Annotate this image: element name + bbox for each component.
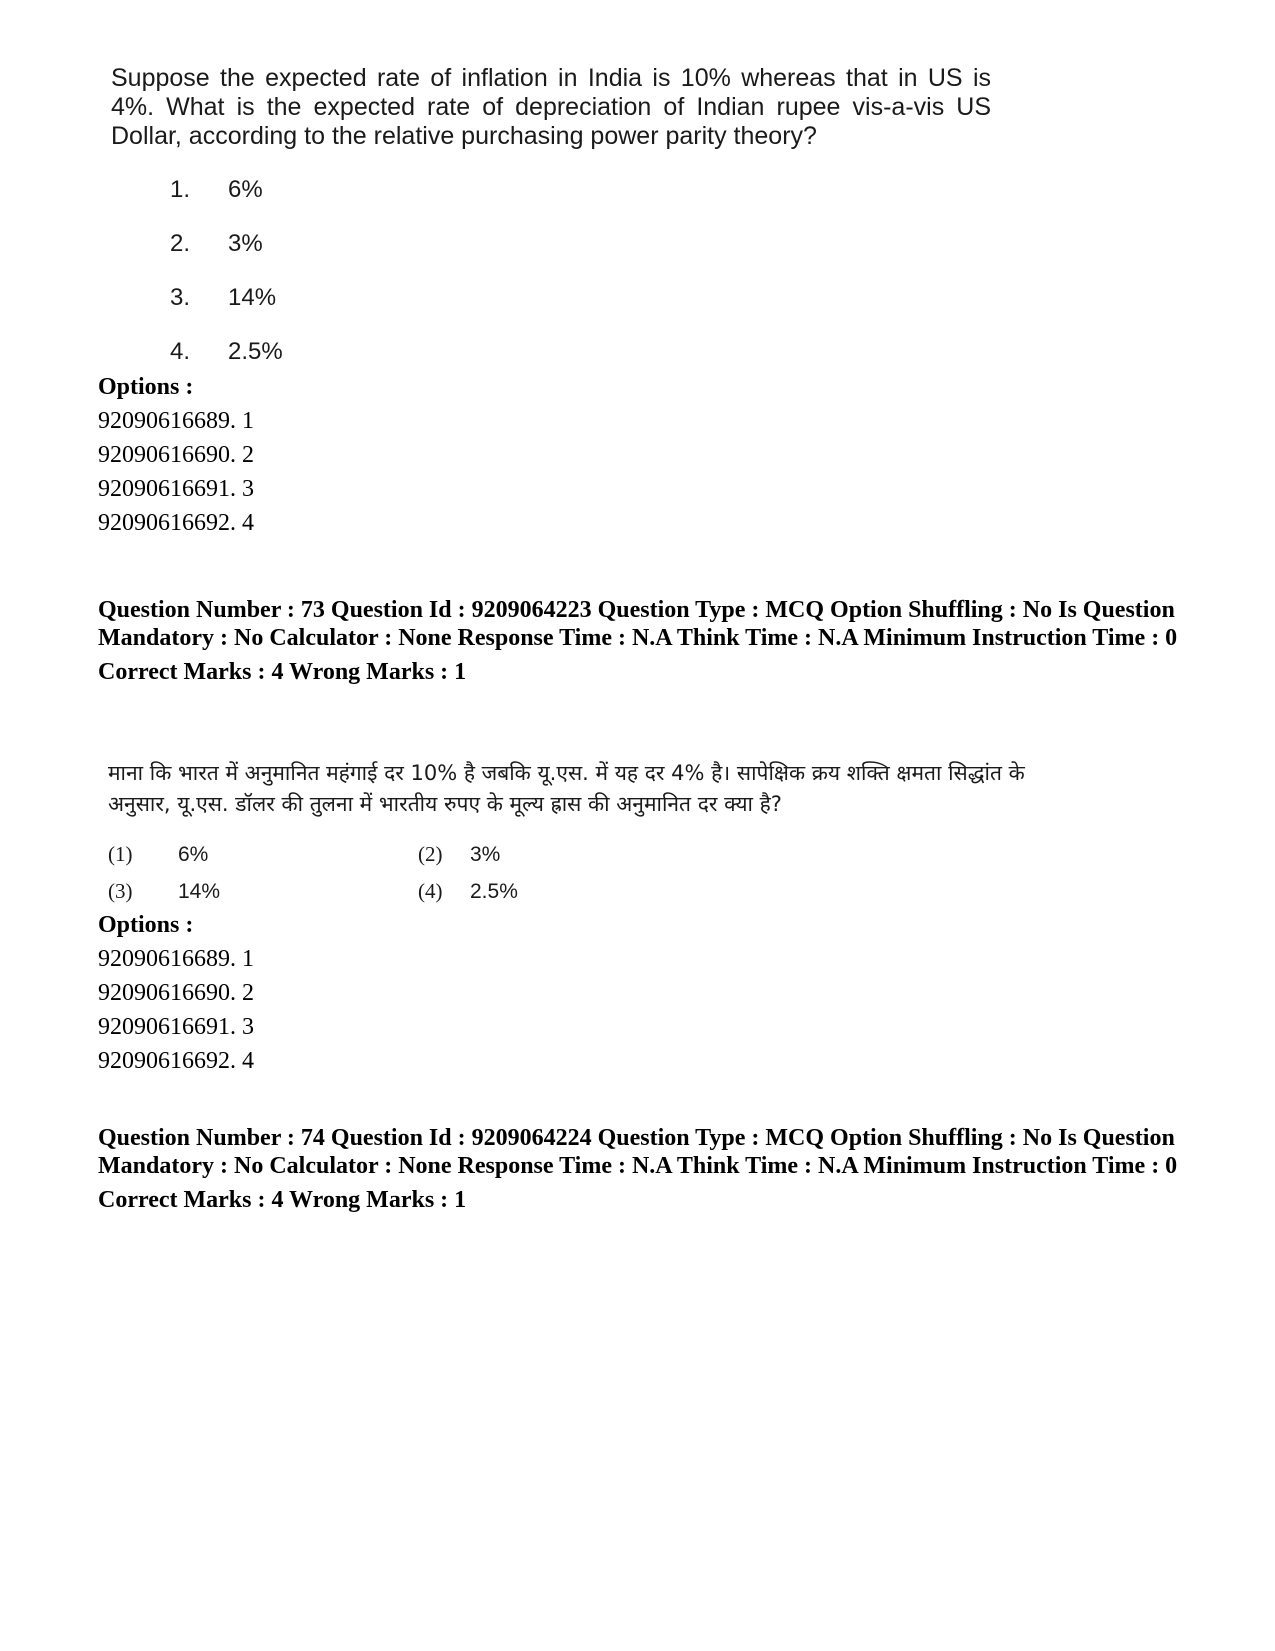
options-list (98, 908, 254, 1078)
option-item: 92090616689. 1 (98, 408, 254, 434)
choice-number: (1) (108, 842, 133, 866)
choice-text: 14% (228, 284, 277, 311)
option-item: 92090616691. 3 (98, 1014, 254, 1040)
option-item: 92090616690. 2 (98, 980, 254, 1006)
choice-number: (2) (418, 842, 443, 866)
option-item: 92090616689. 1 (98, 946, 254, 972)
options-title: Options : (98, 374, 194, 400)
choice-item (170, 230, 283, 284)
choice-row (108, 873, 728, 910)
choice-number: 2. (170, 230, 191, 257)
choice-item (418, 879, 728, 904)
choice-item (108, 879, 418, 904)
question-text-english: Suppose the expected rate of inflation in India is 10% whereas that in US is 4%. What is the expected rate of depreciation of Indian rupee vis-a-vis US Dollar, according to the relative purchasing power parity theory? (111, 64, 991, 150)
choice-item (418, 842, 728, 867)
question-choices-hindi (108, 836, 728, 910)
choice-text: 3% (470, 842, 501, 866)
choice-text: 2.5% (228, 338, 283, 365)
options-title: Options : (98, 912, 194, 938)
question-choices-english (170, 176, 283, 392)
question-text-hindi: माना कि भारत में अनुमानित महंगाई दर 10% है जबकि यू.एस. में यह दर 4% है। सापेक्षिक क्रय शक्ति क्षमता सिद्धांत के अनुसार, यू.एस. डॉलर की तुलना में भारतीय रुपए के मूल्य ह्रास की अनुमानित दर क्या है? (108, 761, 1025, 816)
choice-text: 3% (228, 230, 263, 257)
choice-text: 14% (178, 879, 221, 903)
choice-row (108, 836, 728, 873)
option-item: 92090616692. 4 (98, 510, 254, 536)
option-item: 92090616691. 3 (98, 476, 254, 502)
choice-number: (4) (418, 879, 443, 903)
choice-number: 4. (170, 338, 191, 365)
options-list (98, 370, 254, 540)
choice-item (108, 842, 418, 867)
choice-text: 2.5% (470, 879, 518, 903)
option-item: 92090616690. 2 (98, 442, 254, 468)
question-meta (98, 596, 1178, 686)
question-meta-text: Question Number : 73 Question Id : 9209064223 Question Type : MCQ Option Shuffling : No Is Question Mandatory : No Calculator : None Response Time : N.A Think Time : N.A Minimum Instruction Time : 0 (98, 597, 1178, 651)
marks-text: Correct Marks : 4 Wrong Marks : 1 (98, 1187, 467, 1213)
choice-text: 6% (178, 842, 209, 866)
question-meta (98, 1124, 1178, 1214)
choice-item (170, 284, 283, 338)
choice-item (170, 176, 283, 230)
choice-text: 6% (228, 176, 263, 203)
question-meta-text: Question Number : 74 Question Id : 9209064224 Question Type : MCQ Option Shuffling : No Is Question Mandatory : No Calculator : None Response Time : N.A Think Time : N.A Minimum Instruction Time : 0 (98, 1125, 1178, 1179)
marks-text: Correct Marks : 4 Wrong Marks : 1 (98, 659, 467, 685)
choice-number: 3. (170, 284, 191, 311)
choice-number: (3) (108, 879, 133, 903)
option-item: 92090616692. 4 (98, 1048, 254, 1074)
choice-number: 1. (170, 176, 191, 203)
